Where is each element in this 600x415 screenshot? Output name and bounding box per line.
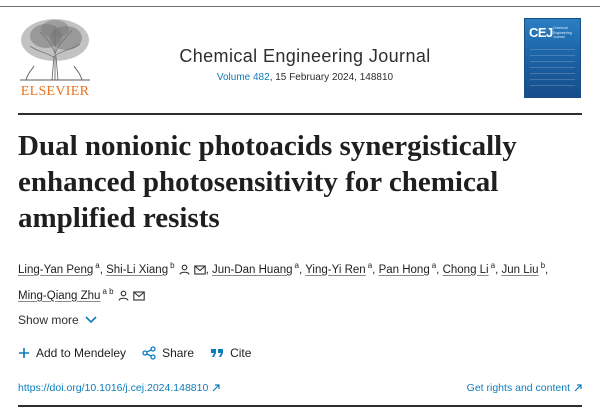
add-to-mendeley-label: Add to Mendeley xyxy=(36,346,127,360)
author-separator: , xyxy=(372,263,376,276)
affiliation-marker[interactable]: a xyxy=(431,261,437,270)
doi-label: https://doi.org/10.1016/j.cej.2024.148810 xyxy=(18,382,209,394)
mail-icon[interactable] xyxy=(194,263,206,282)
cover-texture xyxy=(530,49,575,89)
author-item[interactable] xyxy=(442,261,499,276)
affiliation-marker[interactable]: a b xyxy=(102,286,114,296)
share-icon xyxy=(142,346,156,360)
author-item[interactable] xyxy=(106,261,209,276)
article-actions xyxy=(18,346,267,360)
person-icon[interactable] xyxy=(118,289,129,308)
mail-icon[interactable] xyxy=(133,289,145,308)
affiliation-marker[interactable]: a xyxy=(95,261,100,270)
share-label: Share xyxy=(162,346,195,360)
affiliation-marker[interactable]: a xyxy=(294,261,299,270)
cover-abbreviation: CEJ xyxy=(529,25,553,40)
external-link-icon xyxy=(212,384,220,392)
author-separator: , xyxy=(545,263,549,276)
author-item[interactable] xyxy=(18,261,103,276)
author-name[interactable]: Pan Hong xyxy=(378,263,430,276)
cite-label: Cite xyxy=(230,346,252,360)
author-list xyxy=(18,256,582,308)
get-rights-link[interactable] xyxy=(467,382,582,394)
get-rights-label: Get rights and content xyxy=(466,382,570,394)
chevron-down-icon xyxy=(85,316,97,324)
journal-header xyxy=(120,46,490,83)
journal-meta xyxy=(120,72,490,83)
share-button[interactable] xyxy=(142,346,194,360)
affiliation-marker[interactable]: b xyxy=(170,261,175,270)
cover-journal-name: Chemical Engineering Journal xyxy=(553,26,572,39)
affiliation-marker[interactable]: a xyxy=(367,261,373,270)
affiliation-marker[interactable]: b xyxy=(540,261,546,270)
author-name[interactable]: Ling-Yan Peng xyxy=(18,263,94,276)
author-item[interactable] xyxy=(501,261,549,276)
journal-cover-image[interactable] xyxy=(524,18,581,98)
elsevier-tree-icon xyxy=(16,16,94,82)
author-separator: , xyxy=(495,263,499,276)
plus-icon xyxy=(18,347,30,359)
author-name[interactable]: Ying-Yi Ren xyxy=(305,263,366,276)
journal-title-link[interactable]: Chemical Engineering Journal xyxy=(179,46,431,66)
author-name[interactable]: Ming-Qiang Zhu xyxy=(18,289,101,302)
show-more-label: Show more xyxy=(18,313,79,327)
person-icon[interactable] xyxy=(179,263,190,282)
article-title: Dual nonionic photoacids synergistically enhanced photosensitivity for chemical amplified resists xyxy=(18,130,517,234)
author-item[interactable] xyxy=(305,261,376,276)
bottom-divider xyxy=(18,405,582,407)
author-name[interactable]: Jun-Dan Huang xyxy=(211,263,293,276)
external-link-icon xyxy=(574,384,582,392)
author-separator: , xyxy=(298,263,303,276)
quote-icon xyxy=(210,347,224,359)
author-separator: , xyxy=(205,263,209,276)
volume-link[interactable]: Volume 482 xyxy=(216,72,270,83)
header-divider xyxy=(18,113,582,115)
cite-button[interactable] xyxy=(210,346,251,360)
author-name[interactable]: Chong Li xyxy=(442,263,489,276)
author-name[interactable]: Shi-Li Xiang xyxy=(106,263,169,276)
add-to-mendeley-button[interactable] xyxy=(18,346,126,360)
author-separator: , xyxy=(436,263,440,276)
author-item[interactable] xyxy=(378,261,440,276)
link-row xyxy=(18,382,582,394)
author-separator: , xyxy=(99,263,103,276)
author-item[interactable] xyxy=(211,261,303,276)
elsevier-wordmark: ELSEVIER xyxy=(20,84,90,99)
author-name[interactable]: Jun Liu xyxy=(501,263,539,276)
elsevier-logo[interactable] xyxy=(16,16,94,102)
author-item[interactable] xyxy=(18,286,145,302)
show-more-button[interactable] xyxy=(18,313,97,327)
top-divider xyxy=(0,6,600,7)
issue-info: , 15 February 2024, 148810 xyxy=(269,72,394,83)
affiliation-marker[interactable]: a xyxy=(490,261,496,270)
doi-link[interactable] xyxy=(18,382,220,394)
